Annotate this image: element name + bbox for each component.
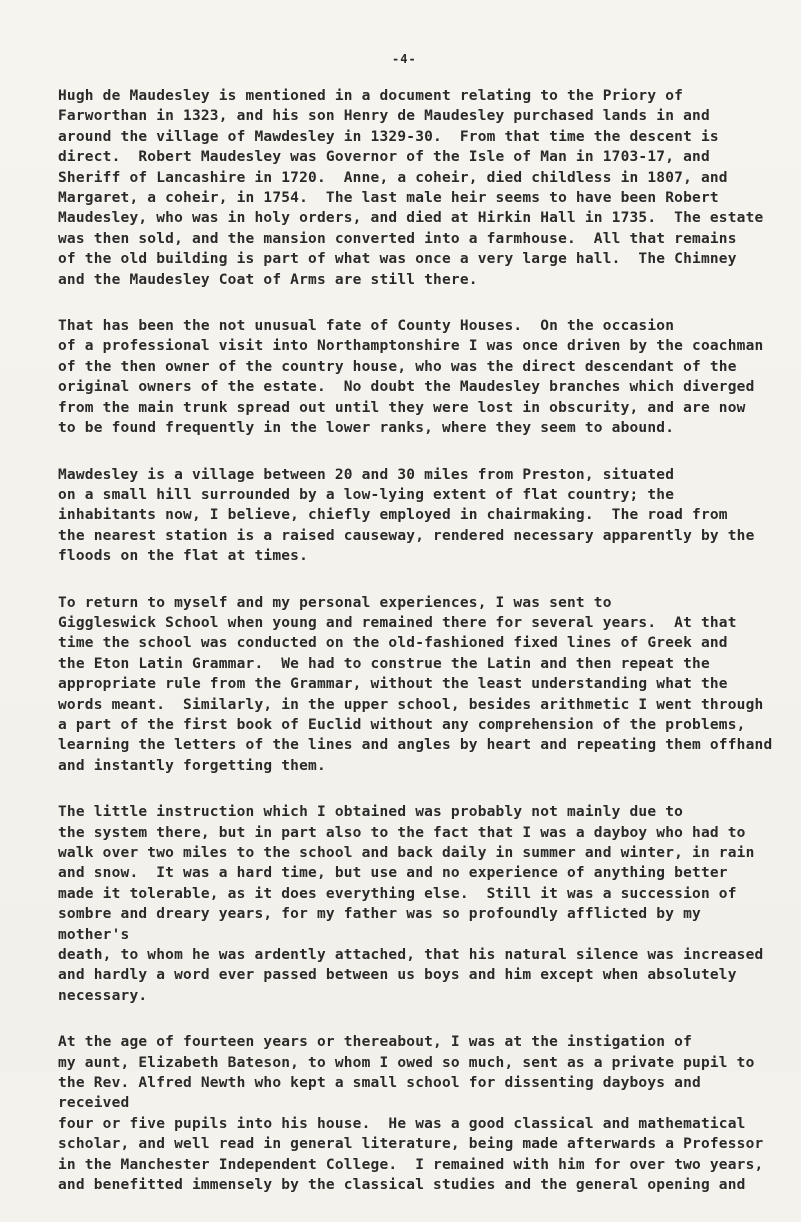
paragraph-3: Mawdesley is a village between 20 and 30 miles from Preston, situated on a small hill surrounded by a low-lying extent of flat country; the inhabitants now, I believe, chiefly employed in chairmaking. The road from the nearest station is a raised causeway, rendered necessary apparently by the floods on the flat at times. xyxy=(58,466,755,565)
paragraph-1: Hugh de Maudesley is mentioned in a document relating to the Priory of Farworthan in 1323, and his son Henry de Maudesley purchased lands in and around the village of Mawdesley in 1329-30. From that time the descent is direct. Robert Maudesley was Governor of the Isle of Man in 1703-17, and Sheriff of Lancashire in 1720. Anne, a coheir, died childless in 1807, and Margaret, a coheir, in 1754. The last male heir seems to have been Robert Maudesley, who was in holy orders, and died at Hirkin Hall in 1735. The estate was then sold, and the mansion converted into a farmhouse. All that remains of the old building is part of what was once a very large hall. The Chimney and the Maudesley Coat of Arms are still there. xyxy=(58,88,764,288)
page-number: -4- xyxy=(392,52,417,66)
paragraph-6: At the age of fourteen years or thereabout, I was at the instigation of my aunt, Elizabeth Bateson, to whom I owed so much, sent as a private pupil to the Rev. Alfred Newth who kept a small school for dissenting dayboys and received four or five pupils into his house. He was a good classical and mathematical scholar, and well read in general literature, being made afterwards a Professor in the Manchester Independent College. I remained with him for over two years, and benefitted immensely by the classical studies and the general opening and xyxy=(58,1034,764,1194)
body-text xyxy=(58,86,778,1222)
paragraph-4: To return to myself and my personal experiences, I was sent to Giggleswick School when young and remained there for several years. At that time the school was conducted on the old-fashioned fixed lines of Greek and the Eton Latin Grammar. We had to construe the Latin and then repeat the appropriate rule from the Grammar, without the least understanding what the words meant. Similarly, in the upper school, besides arithmetic I went through a part of the first book of Euclid without any comprehension of the problems, learning the letters of the lines and angles by heart and repeating them offhand and instantly forgetting them. xyxy=(58,594,773,774)
paragraph-2: That has been the not unusual fate of County Houses. On the occasion of a professional visit into Northamptonshire I was once driven by the coachman of the then owner of the country house, who was the direct descendant of the original owners of the estate. No doubt the Maudesley branches which diverged from the main trunk spread out until they were lost in obscurity, and are now to be found frequently in the lower ranks, where they seem to abound. xyxy=(58,318,764,437)
paragraph-5: The little instruction which I obtained was probably not mainly due to the system there, but in part also to the fact that I was a dayboy who had to walk over two miles to the school and back daily in summer and winter, in rain and snow. It was a hard time, but use and no experience of anything better made it tolerable, as it does everything else. Still it was a succession of sombre and dreary years, for my father was so profoundly afflicted by my mother's death, to whom he was ardently attached, that his natural silence was increased and hardly a word ever passed between us boys and him except when absolutely necessary. xyxy=(58,804,764,1004)
